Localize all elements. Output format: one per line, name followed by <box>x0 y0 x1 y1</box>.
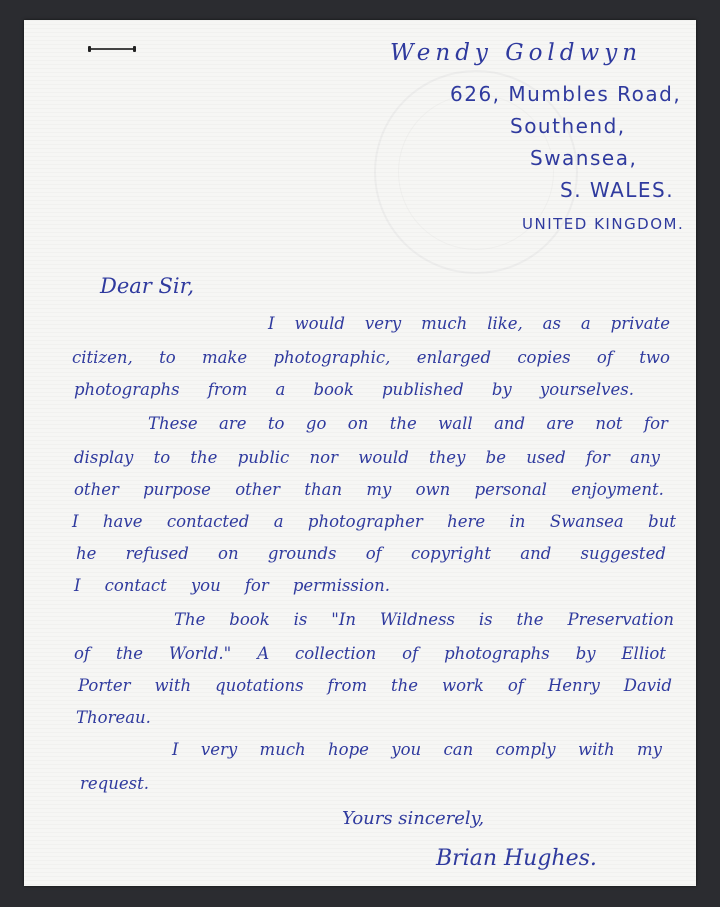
handwritten-word: to <box>267 414 285 433</box>
body-line <box>174 612 674 629</box>
handwritten-word: for <box>585 448 610 467</box>
body-line <box>72 514 676 531</box>
handwritten-word: on <box>218 544 239 563</box>
handwritten-word: have <box>102 512 143 531</box>
handwritten-word: can <box>443 740 474 759</box>
handwritten-word: enjoyment. <box>571 480 664 499</box>
handwritten-word: they <box>429 448 466 467</box>
handwritten-word: a <box>275 380 286 399</box>
handwritten-word: copies <box>517 348 571 367</box>
handwritten-word: copyright <box>410 544 492 563</box>
handwritten-word: quotations <box>215 676 304 695</box>
handwritten-word: much <box>259 740 306 759</box>
body-line: request. <box>80 774 149 793</box>
handwritten-word: published <box>382 380 464 399</box>
handwritten-word: A <box>257 644 270 663</box>
address-country: UNITED KINGDOM. <box>522 215 685 233</box>
handwritten-word: my <box>637 740 662 759</box>
handwritten-word: from <box>207 380 248 399</box>
handwritten-word: on <box>347 414 369 433</box>
handwritten-word: other <box>74 480 119 499</box>
handwritten-word: I <box>74 576 81 595</box>
handwritten-word: citizen, <box>72 348 133 367</box>
handwritten-word: refused <box>125 544 189 563</box>
handwritten-word: are <box>219 414 247 433</box>
handwritten-word: permission. <box>292 576 390 595</box>
handwritten-word: for <box>643 414 668 433</box>
handwritten-word: would <box>358 448 409 467</box>
handwritten-word: the <box>190 448 218 467</box>
body-line <box>268 316 670 333</box>
handwritten-word: private <box>610 314 670 333</box>
handwritten-word: as <box>542 314 561 333</box>
handwritten-word: contacted <box>166 512 250 531</box>
handwritten-word: I <box>172 740 179 759</box>
handwritten-word: book <box>229 610 270 629</box>
body-line <box>74 482 664 499</box>
handwritten-word: Swansea <box>549 512 624 531</box>
handwritten-word: is <box>293 610 308 629</box>
body-line <box>74 646 666 663</box>
handwritten-word: not <box>595 414 623 433</box>
handwritten-word: by <box>491 380 512 399</box>
handwritten-word: display <box>74 448 134 467</box>
handwritten-word: he <box>76 544 97 563</box>
handwritten-word: to <box>159 348 176 367</box>
handwritten-word: Preservation <box>567 610 674 629</box>
sender-name: Wendy Goldwyn <box>390 40 643 66</box>
handwritten-word: I <box>268 314 275 333</box>
body-line <box>74 382 634 399</box>
handwritten-word: would <box>294 314 345 333</box>
handwritten-word: make <box>201 348 248 367</box>
handwritten-word: a <box>580 314 591 333</box>
handwritten-word: and <box>494 414 526 433</box>
handwritten-word: of <box>365 544 382 563</box>
handwritten-word: David <box>623 676 672 695</box>
handwritten-word: the <box>389 414 417 433</box>
address-line-2: Southend, <box>510 114 626 138</box>
handwritten-word: a <box>273 512 284 531</box>
handwritten-word: book <box>313 380 354 399</box>
handwritten-word: work <box>441 676 484 695</box>
handwritten-word: Henry <box>547 676 600 695</box>
handwritten-word: contact <box>104 576 167 595</box>
handwritten-word: photographs <box>444 644 550 663</box>
handwritten-word: photographic, <box>273 348 391 367</box>
handwritten-word: nor <box>309 448 338 467</box>
handwritten-word: by <box>575 644 596 663</box>
handwritten-word: World." <box>168 644 232 663</box>
handwritten-word: I <box>72 512 79 531</box>
handwritten-word: other <box>235 480 281 499</box>
handwritten-word: very <box>364 314 402 333</box>
body-line <box>74 450 660 467</box>
handwritten-word: you <box>391 740 422 759</box>
handwritten-word: to <box>153 448 171 467</box>
handwritten-word: public <box>237 448 290 467</box>
handwritten-word: here <box>447 512 486 531</box>
handwritten-word: personal <box>474 480 547 499</box>
body-line <box>76 546 666 563</box>
handwritten-word: purpose <box>143 480 211 499</box>
handwritten-word: from <box>327 676 368 695</box>
handwritten-word: used <box>526 448 566 467</box>
handwritten-word: any <box>630 448 660 467</box>
address-line-1: 626, Mumbles Road, <box>450 82 682 106</box>
handwritten-word: is <box>478 610 493 629</box>
handwritten-word: Elliot <box>621 644 666 663</box>
handwritten-word: with <box>154 676 192 695</box>
letter-page <box>24 20 696 886</box>
handwritten-word: but <box>648 512 676 531</box>
handwritten-word: you <box>190 576 221 595</box>
handwritten-word: of <box>596 348 613 367</box>
closing: Yours sincerely, <box>342 808 485 829</box>
handwritten-word: The <box>174 610 206 629</box>
handwritten-word: photographer <box>307 512 423 531</box>
staple-mark <box>90 48 134 50</box>
address-line-3: Swansea, <box>530 146 638 170</box>
body-line <box>72 350 670 367</box>
handwritten-word: in <box>509 512 526 531</box>
handwritten-word: very <box>200 740 238 759</box>
handwritten-word: the <box>391 676 419 695</box>
body-line <box>148 416 668 433</box>
handwritten-word: grounds <box>267 544 337 563</box>
handwritten-word: for <box>244 576 269 595</box>
handwritten-word: yourselves. <box>539 380 634 399</box>
handwritten-word: of <box>74 644 91 663</box>
handwritten-word: my <box>366 480 392 499</box>
handwritten-word: of <box>507 676 524 695</box>
body-line <box>78 678 672 695</box>
address-line-4: S. WALES. <box>560 178 675 202</box>
handwritten-word: the <box>516 610 544 629</box>
handwritten-word: be <box>485 448 506 467</box>
handwritten-word: suggested <box>580 544 666 563</box>
handwritten-word: photographs <box>74 380 180 399</box>
handwritten-word: the <box>115 644 143 663</box>
handwritten-word: like, <box>487 314 523 333</box>
handwritten-word: with <box>577 740 615 759</box>
handwritten-word: than <box>304 480 343 499</box>
handwritten-word: and <box>520 544 552 563</box>
handwritten-word: Porter <box>78 676 131 695</box>
handwritten-word: much <box>421 314 468 333</box>
handwritten-word: of <box>402 644 419 663</box>
body-line <box>74 578 390 595</box>
greeting: Dear Sir, <box>100 274 195 298</box>
handwritten-word: comply <box>495 740 556 759</box>
handwritten-word: are <box>546 414 574 433</box>
handwritten-word: two <box>639 348 670 367</box>
handwritten-word: go <box>305 414 327 433</box>
handwritten-word: enlarged <box>416 348 492 367</box>
body-line: Thoreau. <box>76 708 151 727</box>
handwritten-word: hope <box>328 740 369 759</box>
handwritten-word: collection <box>295 644 377 663</box>
handwritten-word: wall <box>438 414 473 433</box>
signature: Brian Hughes. <box>436 846 597 871</box>
handwritten-word: own <box>415 480 451 499</box>
handwritten-word: "In <box>331 610 356 629</box>
handwritten-word: These <box>148 414 198 433</box>
body-line <box>172 742 662 759</box>
handwritten-word: Wildness <box>379 610 456 629</box>
